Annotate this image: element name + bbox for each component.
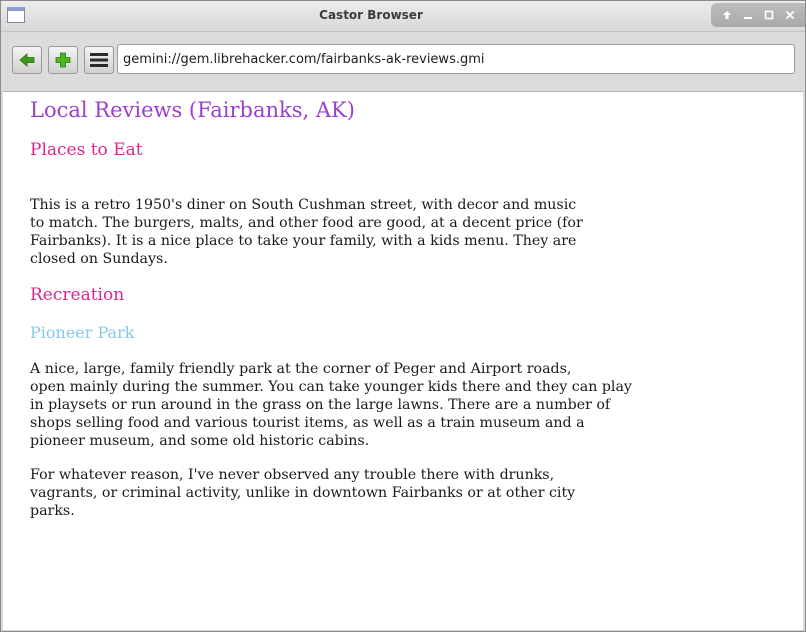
page-heading: Local Reviews (Fairbanks, AK) [30, 98, 355, 122]
text-line: open mainly during the summer. You can take younger kids there and they can play [30, 379, 632, 395]
text-line: to match. The burgers, malts, and other food are good, at a decent price (for [30, 215, 583, 231]
menu-button[interactable] [84, 46, 114, 74]
left-arrow-icon [13, 47, 41, 73]
text-line: pioneer museum, and some old historic cabins. [30, 433, 370, 449]
text-line: in playsets or run around in the grass on the large lawns. There are a number of [30, 397, 611, 413]
add-bookmark-button[interactable] [48, 46, 78, 74]
heading-recreation: Recreation [30, 285, 125, 305]
close-icon[interactable] [782, 7, 798, 23]
toolbar [1, 32, 805, 90]
page-content[interactable] [3, 91, 803, 630]
text-line: A nice, large, family friendly park at the corner of Peger and Airport roads, [30, 361, 572, 377]
maximize-icon[interactable] [761, 7, 777, 23]
text-line: This is a retro 1950's diner on South Cushman street, with decor and music [30, 197, 577, 213]
text-line: vagrants, or criminal activity, unlike in downtown Fairbanks or at other city [30, 485, 576, 501]
address-bar[interactable] [117, 44, 795, 74]
window-title: Castor Browser [319, 8, 423, 22]
heading-places-to-eat: Places to Eat [30, 140, 143, 160]
paragraph-diner [30, 196, 670, 268]
title-bar[interactable] [1, 1, 805, 32]
back-button[interactable] [12, 46, 42, 74]
minimize-icon[interactable] [740, 7, 756, 23]
menu-icon [85, 47, 113, 73]
text-line: shops selling food and various tourist items, as well as a train museum and a [30, 415, 585, 431]
text-line: For whatever reason, I've never observed any trouble there with drunks, [30, 467, 555, 483]
text-line: closed on Sundays. [30, 251, 168, 267]
heading-pioneer-park: Pioneer Park [30, 323, 135, 342]
keep-above-icon[interactable] [719, 7, 735, 23]
window-controls [711, 3, 805, 27]
plus-icon [49, 47, 77, 73]
paragraph-park-safety [30, 466, 670, 520]
text-line: parks. [30, 503, 75, 519]
paragraph-park [30, 360, 670, 450]
text-line: Fairbanks). It is a nice place to take your family, with a kids menu. They are [30, 233, 577, 249]
